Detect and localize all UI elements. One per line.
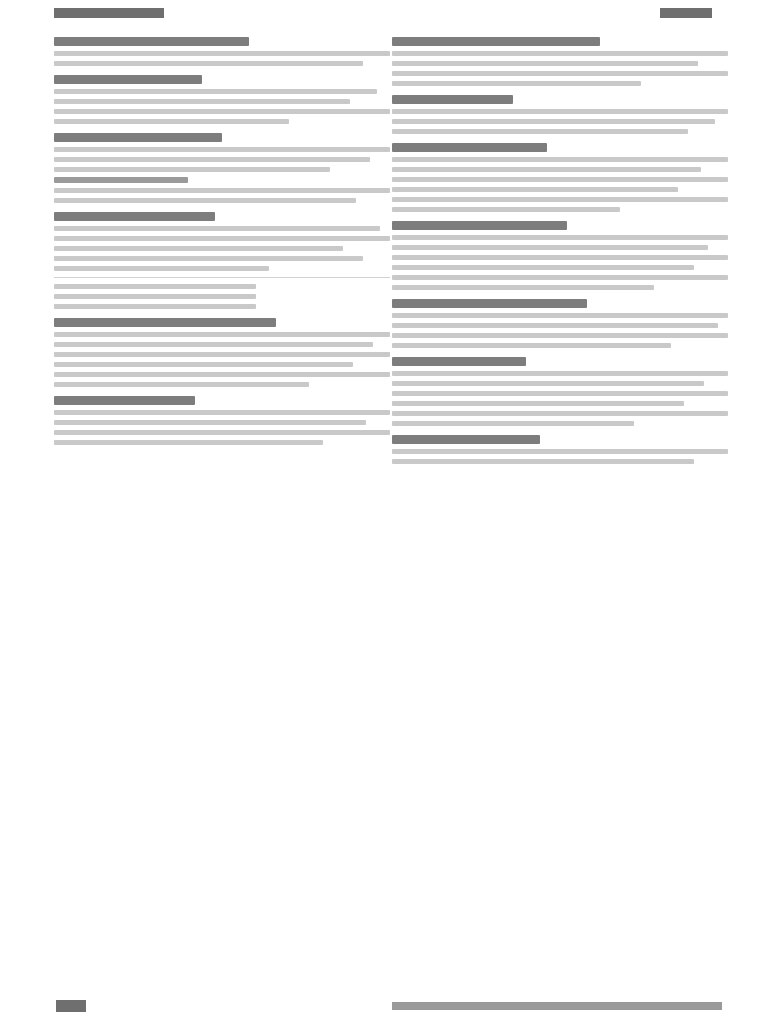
heading-placeholder	[392, 95, 513, 104]
heading-placeholder	[54, 75, 202, 84]
heading-placeholder	[54, 133, 222, 142]
heading-placeholder	[392, 435, 540, 444]
heading-placeholder	[392, 37, 600, 46]
heading-placeholder	[392, 221, 567, 230]
left-column	[54, 28, 390, 450]
footer-note	[392, 1002, 722, 1010]
running-header-left	[54, 8, 164, 18]
heading-placeholder	[392, 357, 526, 366]
heading-placeholder	[392, 299, 587, 308]
heading-placeholder	[54, 212, 215, 221]
heading-placeholder	[54, 318, 276, 327]
heading-placeholder	[54, 396, 195, 405]
right-column	[392, 28, 728, 469]
page-number	[56, 1000, 86, 1012]
heading-placeholder	[54, 37, 249, 46]
heading-placeholder	[392, 143, 547, 152]
running-header-right	[660, 8, 712, 18]
